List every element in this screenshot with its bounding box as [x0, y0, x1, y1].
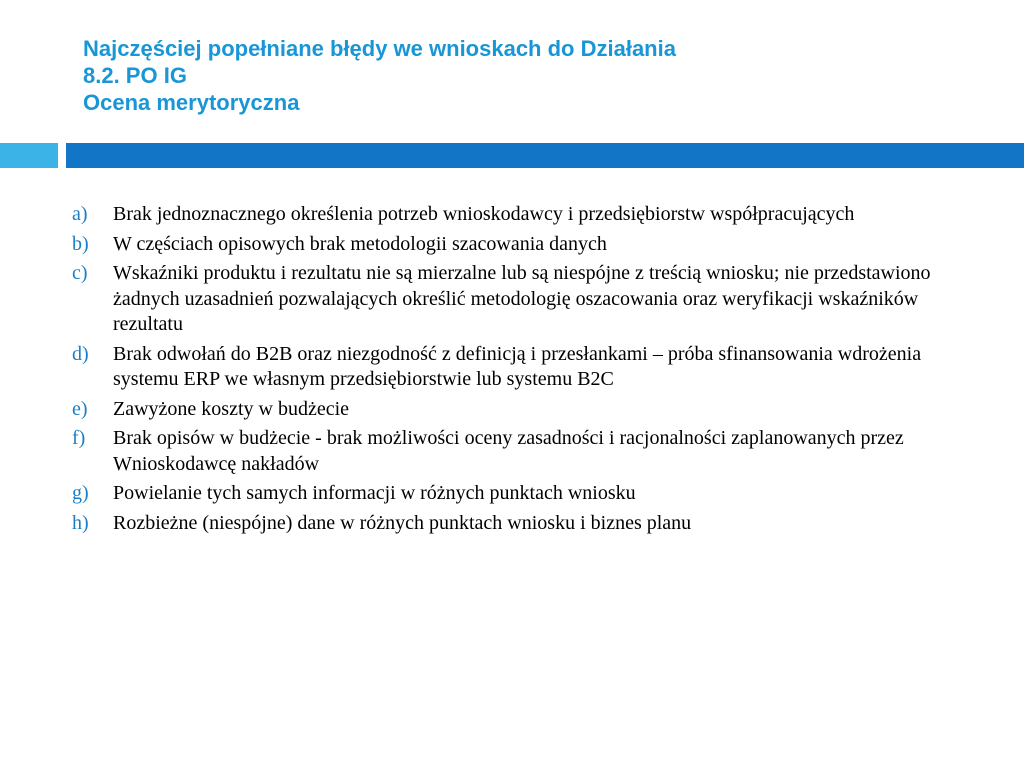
list-item-text: Brak opisów w budżecie - brak możliwości oceny zasadności i racjonalności zaplanowanych przez Wnioskodawcę nakładów: [113, 427, 904, 475]
title-line: Ocena merytoryczna: [83, 90, 300, 115]
list-marker: c): [72, 262, 88, 284]
list-item-text: Wskaźniki produktu i rezultatu nie są mierzalne lub są niespójne z treścią wniosku; nie przedstawiono żadnych uzasadnień pozwalających określić metodologię oszacowania oraz weryfikacji wskaźników rezultatu: [113, 262, 931, 335]
list-item-text: Rozbieżne (niespójne) dane w różnych punktach wniosku i biznes planu: [113, 511, 692, 534]
list-item: [62, 342, 982, 393]
list-item-text: Powielanie tych samych informacji w różnych punktach wniosku: [113, 482, 636, 504]
divider-bar-dark: [66, 143, 1024, 168]
list-marker: e): [72, 397, 88, 420]
list-marker: h): [72, 511, 89, 534]
error-list: [62, 202, 982, 540]
title-line: Najczęściej popełniane błędy we wnioskach do Działania: [83, 36, 676, 61]
list-item: [62, 426, 982, 477]
list-item: [62, 397, 982, 423]
list-item: [62, 232, 982, 258]
list-item: [62, 481, 982, 507]
slide-title: [83, 35, 983, 116]
list-marker: a): [72, 203, 88, 225]
list-item: [62, 511, 982, 537]
list-marker: b): [72, 232, 89, 255]
list-item-text: W częściach opisowych brak metodologii szacowania danych: [113, 232, 607, 255]
divider-bar-light: [0, 143, 58, 168]
list-item: [62, 202, 982, 228]
list-item: [62, 261, 982, 338]
list-item-text: Zawyżone koszty w budżecie: [113, 397, 350, 420]
list-marker: g): [72, 482, 89, 504]
list-item-text: Brak jednoznacznego określenia potrzeb wnioskodawcy i przedsiębiorstw współpracujących: [113, 203, 855, 225]
list-marker: f): [72, 427, 86, 449]
title-line: 8.2. PO IG: [83, 63, 187, 88]
list-item-text: Brak odwołań do B2B oraz niezgodność z definicją i przesłankami – próba sfinansowania wdrożenia systemu ERP we własnym przedsiębiorstwie lub systemu B2C: [113, 342, 922, 390]
list-marker: d): [72, 342, 89, 365]
